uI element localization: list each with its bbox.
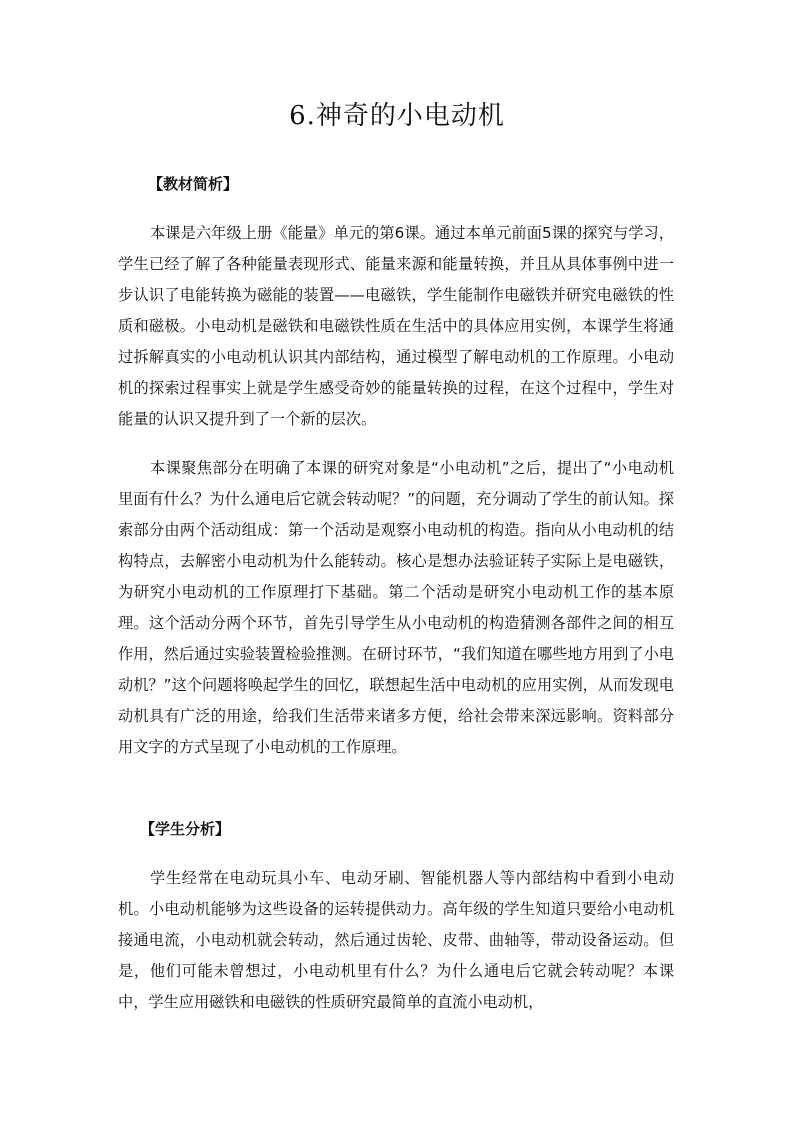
paragraph-textbook-analysis-2: 本课聚焦部分在明确了本课的研究对象是“小电动机”之后，提出了“小电动机里面有什么？为什么通电后它就会转动呢？”的问题，充分调动了学生的前认知。探索部分由两个活动组成：第一个活动是观察小电动机的构造。指向从小电动机的结构特点，去解密小电动机为什么能转动。核心是想办法验证转子实际上是电磁铁，为研究小电动机的工作原理打下基础。第二个活动是研究小电动机工作的基本原理。这个活动分两个环节，首先引导学生从小电动机的构造猜测各部件之间的相互作用，然后通过实验装置检验推测。在研讨环节，“我们知道在哪些地方用到了小电动机？”这个问题将唤起学生的回忆，联想起生活中电动机的应用实例，从而发现电动机具有广泛的用途，给我们生活带来诸多方便，给社会带来深远影响。资料部分用文字的方式呈现了小电动机的工作原理。 <box>118 459 674 756</box>
section-heading-textbook-analysis: 【教材简析】 <box>148 175 239 193</box>
paragraph-student-analysis-1: 学生经常在电动玩具小车、电动牙刷、智能机器人等内部结构中看到小电动机。小电动机能够为这些设备的运转提供动力。高年级的学生知道只要给小电动机接通电流，小电动机就会转动，然后通过齿轮、皮带、曲轴等，带动设备运动。但是，他们可能未曾想过，小电动机里有什么？为什么通电后它就会转动呢？本课中，学生应用磁铁和电磁铁的性质研究最简单的直流小电动机， <box>118 869 674 1011</box>
section-heading-student-analysis: 【学生分析】 <box>140 820 231 838</box>
paragraph-textbook-analysis-1: 本课是六年级上册《能量》单元的第6课。通过本单元前面5课的探究与学习，学生已经了解了各种能量表现形式、能量来源和能量转换，并且从具体事例中进一步认识了电能转换为磁能的装置——电磁铁，学生能制作电磁铁并研究电磁铁的性质和磁极。小电动机是磁铁和电磁铁性质在生活中的具体应用实例，本课学生将通过拆解真实的小电动机认识其内部结构，通过模型了解电动机的工作原理。小电动机的探索过程事实上就是学生感受奇妙的能量转换的过程，在这个过程中，学生对能量的认识又提升到了一个新的层次。 <box>118 224 674 428</box>
page-title: 6.神奇的小电动机 <box>289 101 505 131</box>
